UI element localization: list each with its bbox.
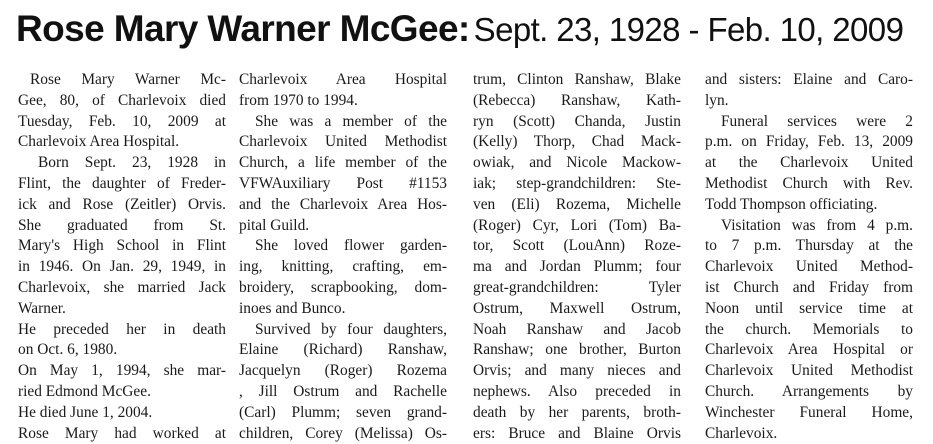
text-line: She graduated from St. <box>18 216 226 234</box>
text-line: lyn. <box>705 91 729 109</box>
text-line: Ostrum, Maxwell Ostrum, <box>473 299 681 317</box>
text-line: the church. Memorials to <box>705 320 913 338</box>
text-line: Charlevoix Area Hospital <box>239 71 447 88</box>
text-line: (Roger) Cyr, Lori (Tom) Ba- <box>473 216 681 234</box>
text-line: Survived by four daughters, <box>255 320 447 338</box>
text-line: p.m. on Friday, Feb. 13, 2009 <box>705 133 913 151</box>
text-line: Charlevoix Area Hospital or <box>705 341 913 359</box>
text-line: ma and Jordan Plumm; four <box>473 258 681 276</box>
text-line: She loved flower garden- <box>255 237 447 255</box>
text-line: Methodist Church with Rev. <box>705 174 913 192</box>
text-column-3 <box>473 70 681 444</box>
text-line: Noon until service time at <box>705 299 913 317</box>
text-line: (Kelly) Thorp, Chad Mack- <box>473 133 681 151</box>
text-line: Flint, the daughter of Freder- <box>18 174 226 192</box>
text-line: Orvis; and many nieces and <box>473 362 681 380</box>
text-line: at the Charlevoix United <box>705 154 913 172</box>
text-line: and sisters: Elaine and Caro- <box>705 71 913 88</box>
obituary-body <box>18 70 921 442</box>
text-line: to 7 p.m. Thursday at the <box>705 237 913 255</box>
text-line: great-grandchildren: Tyler <box>473 278 681 296</box>
text-line: Rose Mary Warner Mc- <box>30 71 226 88</box>
text-line: Winchester Funeral Home, <box>705 403 913 421</box>
text-line: Jacquelyn (Roger) Rozema <box>239 362 447 380</box>
text-line: Church, a life member of the <box>239 154 447 172</box>
text-line: Rose Mary had worked at <box>18 424 226 442</box>
text-line: Charlevoix. <box>705 424 778 442</box>
text-line: Mary's High School in Flint <box>18 237 226 255</box>
text-line: pital Guild. <box>239 216 310 234</box>
text-line: inoes and Bunco. <box>239 299 346 317</box>
text-line: Charlevoix United Methodist <box>705 362 913 380</box>
text-line: death by her parents, broth- <box>473 403 681 421</box>
text-line: Charlevoix Area Hospital. <box>18 133 180 151</box>
text-line: ist Church and Friday from <box>705 278 913 296</box>
text-line: He died June 1, 2004. <box>18 403 153 421</box>
text-column-2 <box>239 70 447 444</box>
text-line: (Rebecca) Ranshaw, Kath- <box>473 91 681 109</box>
text-line: Charlevoix United Method- <box>705 258 913 276</box>
text-line: ryn (Scott) Chanda, Justin <box>473 112 681 130</box>
text-line: Visitation was from 4 p.m. <box>721 216 913 234</box>
text-line: Charlevoix, she married Jack <box>18 278 226 296</box>
text-line: Elaine (Richard) Ranshaw, <box>239 341 447 359</box>
text-line: ven (Eli) Rozema, Michelle <box>473 195 681 213</box>
text-line: Warner. <box>18 299 66 317</box>
text-line: (Carl) Plumm; seven grand- <box>239 403 447 421</box>
text-line: trum, Clinton Ranshaw, Blake <box>473 71 681 88</box>
text-line: Gee, 80, of Charlevoix died <box>18 91 226 109</box>
text-line: Noah Ranshaw and Jacob <box>473 320 681 338</box>
headline-name: Rose Mary Warner McGee: <box>16 8 470 49</box>
text-line: broidery, scrapbooking, dom- <box>239 278 447 296</box>
text-line: ers: Bruce and Blaine Orvis <box>473 424 681 442</box>
text-line: tor, Scott (LouAnn) Roze- <box>473 237 681 255</box>
text-line: Funeral services were 2 <box>721 112 913 130</box>
text-line: ing, knitting, crafting, em- <box>239 258 447 276</box>
text-line: She was a member of the <box>255 112 447 130</box>
text-line: On May 1, 1994, she mar- <box>18 362 226 380</box>
text-line: in 1946. On Jan. 29, 1949, in <box>18 258 226 276</box>
text-line: Ranshaw; one brother, Burton <box>473 341 681 359</box>
text-line: Charlevoix United Methodist <box>239 133 447 151</box>
text-column-1 <box>18 70 226 444</box>
text-column-4 <box>705 70 913 444</box>
text-line: ried Edmond McGee. <box>18 382 151 400</box>
text-line: nephews. Also preceded in <box>473 382 681 400</box>
text-line: Born Sept. 23, 1928 in <box>38 154 226 172</box>
text-line: Church. Arrangements by <box>705 382 913 400</box>
text-line: , Jill Ostrum and Rachelle <box>239 382 447 400</box>
text-line: Todd Thompson officiating. <box>705 195 878 213</box>
text-line: children, Corey (Melissa) Os- <box>239 424 447 442</box>
text-line: iak; step-grandchildren: Ste- <box>473 174 681 192</box>
obituary-headline <box>16 4 921 54</box>
text-line: owiak, and Nicole Mackow- <box>473 154 681 172</box>
text-line: He preceded her in death <box>18 320 226 338</box>
text-line: Tuesday, Feb. 10, 2009 at <box>18 112 226 130</box>
text-line: ick and Rose (Zeitler) Orvis. <box>18 195 226 213</box>
headline-dates: Sept. 23, 1928 - Feb. 10, 2009 <box>473 11 904 48</box>
text-line: from 1970 to 1994. <box>239 91 358 109</box>
text-line: on Oct. 6, 1980. <box>18 341 118 359</box>
text-line: and the Charlevoix Area Hos- <box>239 195 447 213</box>
text-line: VFWAuxiliary Post #1153 <box>239 174 447 192</box>
